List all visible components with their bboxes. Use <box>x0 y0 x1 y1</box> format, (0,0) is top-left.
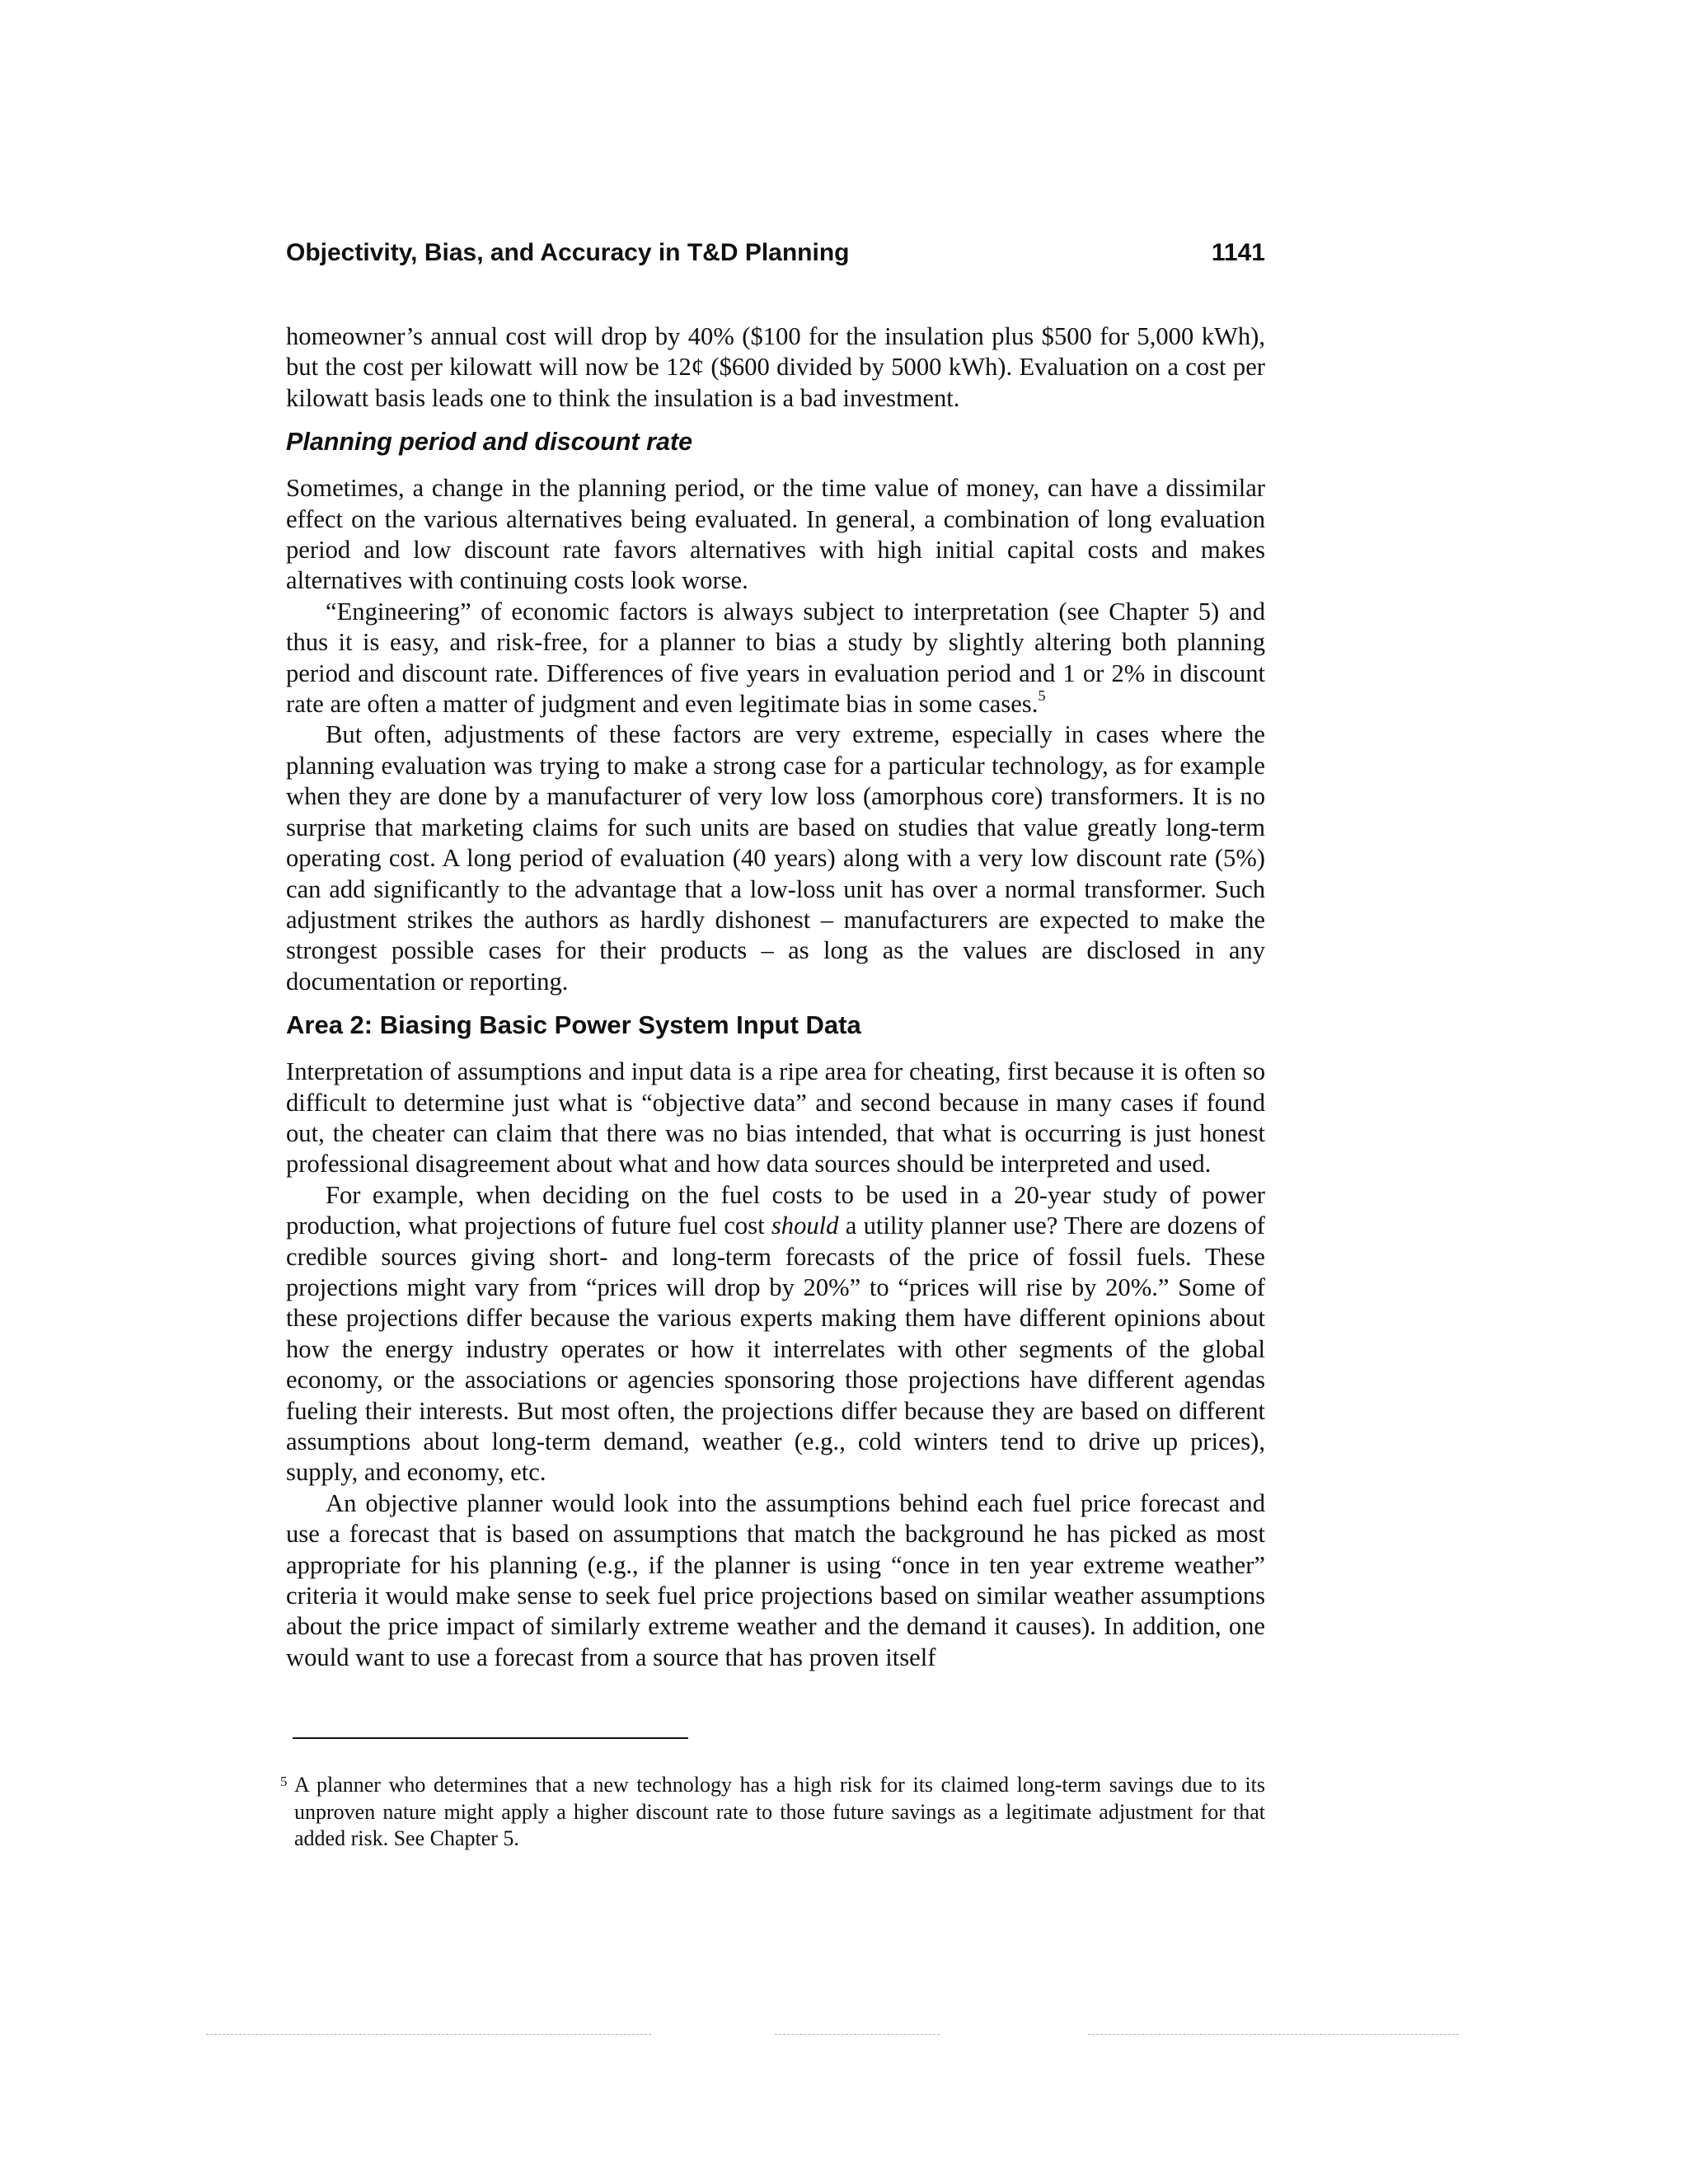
page-number: 1141 <box>1211 239 1265 266</box>
emphasis-text: should <box>771 1212 839 1240</box>
paragraph: Sometimes, a change in the planning period, or the time value of money, can have a dissimilar effect on the various alternatives being evaluated. In general, a combination of long evaluation period and low discount rate favors alternatives with high initial capital costs and makes alternatives with continuing costs look worse. <box>286 474 1265 595</box>
scan-artifact-line <box>1088 2034 1459 2035</box>
running-header <box>286 239 1265 267</box>
paragraph-text: For example, when deciding on the fuel costs to be used in a 20-year study of power production, what projections of future fuel cost <box>286 1180 1265 1240</box>
paragraph: But often, adjustments of these factors are very extreme, especially in cases where the planning evaluation was trying to make a strong case for a particular technology, as for example when they are done by a manufacturer of very low loss (amorphous core) transformers. It is no surprise that marketing claims for such units are based on studies that value greatly long-term operating cost. A long period of evaluation (40 years) along with a very low discount rate (5%) can add significantly to the advantage that a low-loss unit has over a normal transformer. Such adjustment strikes the authors as hardly dishonest – manufacturers are expected to make the strongest possible cases for their products – as long as the values are disclosed in any documentation or reporting. <box>286 720 1265 996</box>
paragraph <box>286 1180 1265 1488</box>
paragraph-text: a utility planner use? There are dozens of credible sources giving short- and long-term forecasts of the price of fossil fuels. These projections might vary from “prices will drop by 20%” to “prices will rise by 20%.” Some of these projections differ because the various experts making them have different opinions about how the energy industry operates or how it interrelates with other segments of the global economy, or the associations or agencies sponsoring those projections have different agendas fueling their interests. But most often, the projections differ because they are based on different assumptions about long-term demand, weather (e.g., cold winters tend to drive up prices), supply, and economy, etc. <box>286 1212 1265 1487</box>
section-heading-area-2: Area 2: Biasing Basic Power System Input Data <box>286 1010 861 1040</box>
paragraph: An objective planner would look into the assumptions behind each fuel price forecast and use a forecast that is based on assumptions that match the background he has picked as most appropriate for his planning (e.g., if the planner is using “once in ten year extreme weather” criteria it would make sense to seek fuel price projections based on similar weather assumptions about the price impact of similarly extreme weather and the demand it causes). In addition, one would want to use a forecast from a source that has proven itself <box>286 1488 1265 1671</box>
scan-artifact-line <box>206 2034 651 2035</box>
body-text <box>286 321 1265 1673</box>
running-header-title: Objectivity, Bias, and Accuracy in T&D Planning <box>286 239 850 266</box>
paragraph <box>286 597 1265 720</box>
footnote <box>280 1772 1265 1853</box>
footnote-mark: 5 <box>280 1774 288 1789</box>
scan-artifact-line <box>775 2034 940 2035</box>
paragraph: Interpretation of assumptions and input data is a ripe area for cheating, first because it is often so difficult to determine just what is “objective data” and second because in many cases if found out, the cheater can claim that there was no bias intended, that what is occurring is just honest professional disagreement about what and how data sources should be interpreted and used. <box>286 1057 1265 1179</box>
paragraph-continuation: homeowner’s annual cost will drop by 40% ($100 for the insulation plus $500 for 5,000 kWh), but the cost per kilowatt will now be 12¢ ($600 divided by 5000 kWh). Evaluation on a cost per kilowatt basis leads one to think the insulation is a bad investment. <box>286 322 1265 412</box>
paragraph-text: “Engineering” of economic factors is always subject to interpretation (see Chapter 5) and thus it is easy, and risk-free, for a planner to bias a study by slightly altering both planning period and discount rate. Differences of five years in evaluation period and 1 or 2% in discount rate are often a matter of judgment and even legitimate bias in some cases. <box>286 597 1265 719</box>
footnote-text: A planner who determines that a new technology has a high risk for its claimed long-term savings due to its unproven nature might apply a higher discount rate to those future savings as a legitimate adjustment for that added risk. See Chapter 5. <box>294 1773 1265 1850</box>
footnote-reference[interactable]: 5 <box>1038 687 1046 705</box>
footnote-divider <box>293 1737 688 1739</box>
section-heading-planning-period: Planning period and discount rate <box>286 428 693 457</box>
